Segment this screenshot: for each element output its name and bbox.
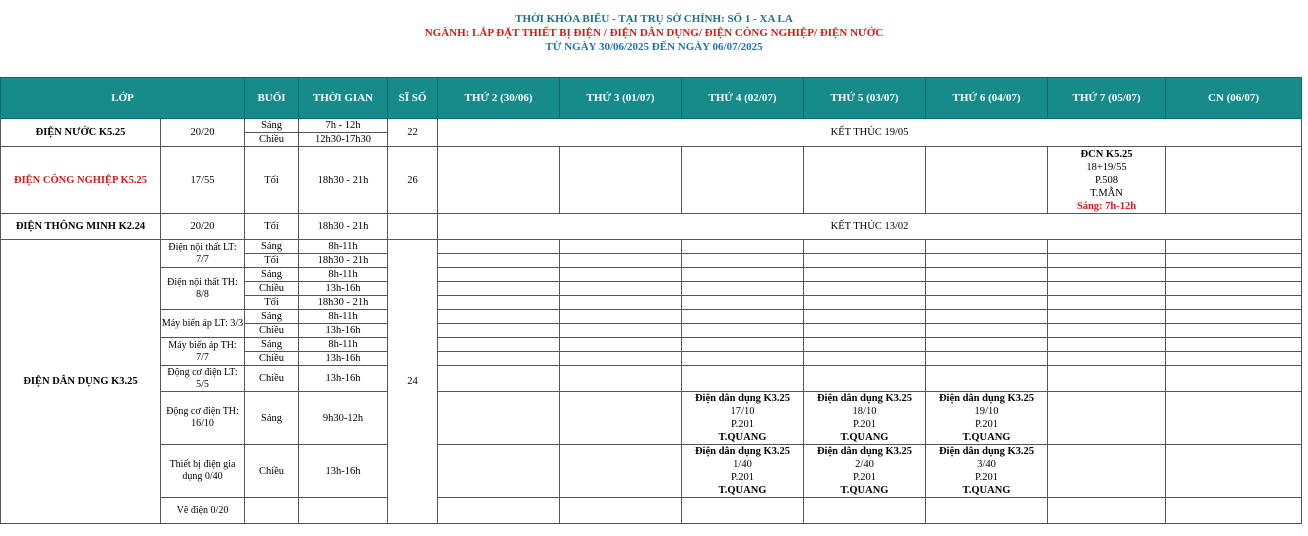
- col-siso: SĨ SỐ: [388, 78, 438, 119]
- slot-thu2: [438, 147, 560, 214]
- slot-thu4: [682, 147, 804, 214]
- lesson-room: P.201: [974, 472, 999, 483]
- class-count: 20/20: [161, 119, 245, 147]
- session: [245, 498, 299, 524]
- time: 18h30 - 21h: [299, 147, 388, 214]
- session: Sáng: [245, 392, 299, 445]
- lesson-class: Điện dân dụng K3.25: [694, 446, 791, 457]
- table-row: [1, 366, 1302, 392]
- lesson-teacher: T.QUANG: [718, 432, 767, 443]
- slot-thu3: [560, 392, 682, 445]
- slot-thu3: [560, 147, 682, 214]
- lesson-progress: 1/40: [733, 459, 752, 470]
- slot-cn: [1166, 445, 1302, 498]
- subject: Động cơ điện LT: 5/5: [161, 366, 245, 392]
- class-size: 22: [388, 119, 438, 147]
- lesson-time: Sáng: 7h-12h: [1076, 200, 1137, 212]
- time: 8h-11h: [299, 310, 388, 324]
- slot-thu6: [926, 147, 1048, 214]
- col-thoigian: THỜI GIAN: [299, 78, 388, 119]
- lesson-class: Điện dân dụng K3.25: [816, 393, 913, 404]
- lesson-teacher: T.QUANG: [840, 485, 889, 496]
- lesson-class: Điện dân dụng K3.25: [816, 446, 913, 457]
- lesson-progress: 2/40: [855, 459, 874, 470]
- time: 18h30 - 21h: [299, 214, 388, 240]
- status-note: KẾT THÚC 19/05: [438, 119, 1302, 147]
- lesson-class: Điện dân dụng K3.25: [694, 393, 791, 404]
- time: 18h30 - 21h: [299, 254, 388, 268]
- session: Chiều: [245, 366, 299, 392]
- class-size: 24: [388, 240, 438, 524]
- slot-cn: [1166, 147, 1302, 214]
- table-row: [1, 445, 1302, 498]
- time: 8h-11h: [299, 338, 388, 352]
- lesson-room: P.508: [1094, 174, 1119, 186]
- class-count: 17/55: [161, 147, 245, 214]
- lesson-room: P.201: [852, 419, 877, 430]
- lesson-room: P.201: [852, 472, 877, 483]
- slot-thu3: [560, 445, 682, 498]
- table-row: [1, 214, 1302, 240]
- slot-thu7: [1048, 445, 1166, 498]
- lesson-progress: 17/10: [730, 406, 755, 417]
- lesson-teacher: T.QUANG: [962, 485, 1011, 496]
- table-row: [1, 338, 1302, 352]
- slot-thu7: [1048, 147, 1166, 214]
- slot-thu6: [926, 445, 1048, 498]
- title-line-1: THỜI KHÓA BIỂU - TẠI TRỤ SỞ CHÍNH: SỐ 1 - XA LA: [515, 13, 793, 25]
- session: Tối: [245, 147, 299, 214]
- time: 8h-11h: [299, 268, 388, 282]
- slot-cn: [1166, 392, 1302, 445]
- slot-thu5: [804, 445, 926, 498]
- col-lop: LỚP: [1, 78, 245, 119]
- class-size: [388, 214, 438, 240]
- col-buoi: BUỔI: [245, 78, 299, 119]
- session: Chiều: [245, 324, 299, 338]
- subject: Động cơ điện TH: 16/10: [161, 392, 245, 445]
- slot-thu7: [1048, 392, 1166, 445]
- time: 13h-16h: [299, 352, 388, 366]
- table-row: [1, 392, 1302, 445]
- time: 13h-16h: [299, 445, 388, 498]
- session: Tối: [245, 214, 299, 240]
- table-row: [1, 310, 1302, 324]
- time: 7h - 12h: [299, 119, 388, 133]
- session: Sáng: [245, 240, 299, 254]
- subject: Vẽ điện 0/20: [161, 498, 245, 524]
- slot-thu4: [682, 445, 804, 498]
- table-row: [1, 240, 1302, 254]
- col-thu3: THỨ 3 (01/07): [560, 78, 682, 119]
- session: Sáng: [245, 268, 299, 282]
- header-row: [1, 78, 1302, 119]
- time: 9h30-12h: [299, 392, 388, 445]
- lesson-teacher: T.QUANG: [718, 485, 767, 496]
- lesson-room: P.201: [974, 419, 999, 430]
- lesson-class: Điện dân dụng K3.25: [938, 393, 1035, 404]
- subject: Máy biến áp TH: 7/7: [161, 338, 245, 366]
- slot-thu4: [682, 392, 804, 445]
- lesson-teacher: T.MẪN: [1090, 187, 1123, 199]
- slot-thu6: [926, 392, 1048, 445]
- time: 12h30-17h30: [299, 133, 388, 147]
- session: Sáng: [245, 119, 299, 133]
- lesson-progress: 19/10: [974, 406, 999, 417]
- session: Chiều: [245, 445, 299, 498]
- class-name: ĐIỆN DÂN DỤNG K3.25: [1, 240, 161, 524]
- col-thu7: THỨ 7 (05/07): [1048, 78, 1166, 119]
- lesson-room: P.201: [730, 419, 755, 430]
- lesson-class: Điện dân dụng K3.25: [938, 446, 1035, 457]
- lesson-progress: 18/10: [852, 406, 877, 417]
- title-line-3: TỪ NGÀY 30/06/2025 ĐẾN NGÀY 06/07/2025: [545, 41, 763, 53]
- slot-thu5: [804, 392, 926, 445]
- time: 8h-11h: [299, 240, 388, 254]
- lesson-class: ĐCN K5.25: [1080, 148, 1133, 160]
- col-thu6: THỨ 6 (04/07): [926, 78, 1048, 119]
- time: [299, 498, 388, 524]
- class-name: ĐIỆN CÔNG NGHIỆP K5.25: [1, 147, 161, 214]
- slot-thu2: [438, 445, 560, 498]
- slot-thu5: [804, 147, 926, 214]
- time: 13h-16h: [299, 324, 388, 338]
- time: 13h-16h: [299, 282, 388, 296]
- col-thu4: THỨ 4 (02/07): [682, 78, 804, 119]
- time: 13h-16h: [299, 366, 388, 392]
- session: Sáng: [245, 338, 299, 352]
- col-thu2: THỨ 2 (30/06): [438, 78, 560, 119]
- class-count: 20/20: [161, 214, 245, 240]
- lesson-progress: 18+19/55: [1086, 161, 1127, 173]
- lesson-teacher: T.QUANG: [840, 432, 889, 443]
- subject: Điện nội thất LT: 7/7: [161, 240, 245, 268]
- subject: Máy biến áp LT: 3/3: [161, 310, 245, 338]
- col-cn: CN (06/07): [1166, 78, 1302, 119]
- table-row: [1, 147, 1302, 214]
- timetable: [0, 77, 1302, 524]
- session: Sáng: [245, 310, 299, 324]
- col-thu5: THỨ 5 (03/07): [804, 78, 926, 119]
- session: Tối: [245, 254, 299, 268]
- subject: Thiết bị điện gia dụng 0/40: [161, 445, 245, 498]
- session: Tối: [245, 296, 299, 310]
- session: Chiều: [245, 282, 299, 296]
- title-line-2: NGÀNH: LẮP ĐẶT THIẾT BỊ ĐIỆN / ĐIỆN DÂN DỤNG/ ĐIỆN CÔNG NGHIỆP/ ĐIỆN NƯỚC: [424, 27, 884, 39]
- session: Chiều: [245, 133, 299, 147]
- table-row: [1, 268, 1302, 282]
- time: 18h30 - 21h: [299, 296, 388, 310]
- class-name: ĐIỆN NƯỚC K5.25: [1, 119, 161, 147]
- status-note: KẾT THÚC 13/02: [438, 214, 1302, 240]
- lesson-teacher: T.QUANG: [962, 432, 1011, 443]
- table-row: [1, 119, 1302, 133]
- table-row: [1, 498, 1302, 524]
- subject: Điện nội thất TH: 8/8: [161, 268, 245, 310]
- slot-thu2: [438, 392, 560, 445]
- class-name: ĐIỆN THÔNG MINH K2.24: [1, 214, 161, 240]
- lesson-room: P.201: [730, 472, 755, 483]
- lesson-progress: 3/40: [977, 459, 996, 470]
- session: Chiều: [245, 352, 299, 366]
- class-size: 26: [388, 147, 438, 214]
